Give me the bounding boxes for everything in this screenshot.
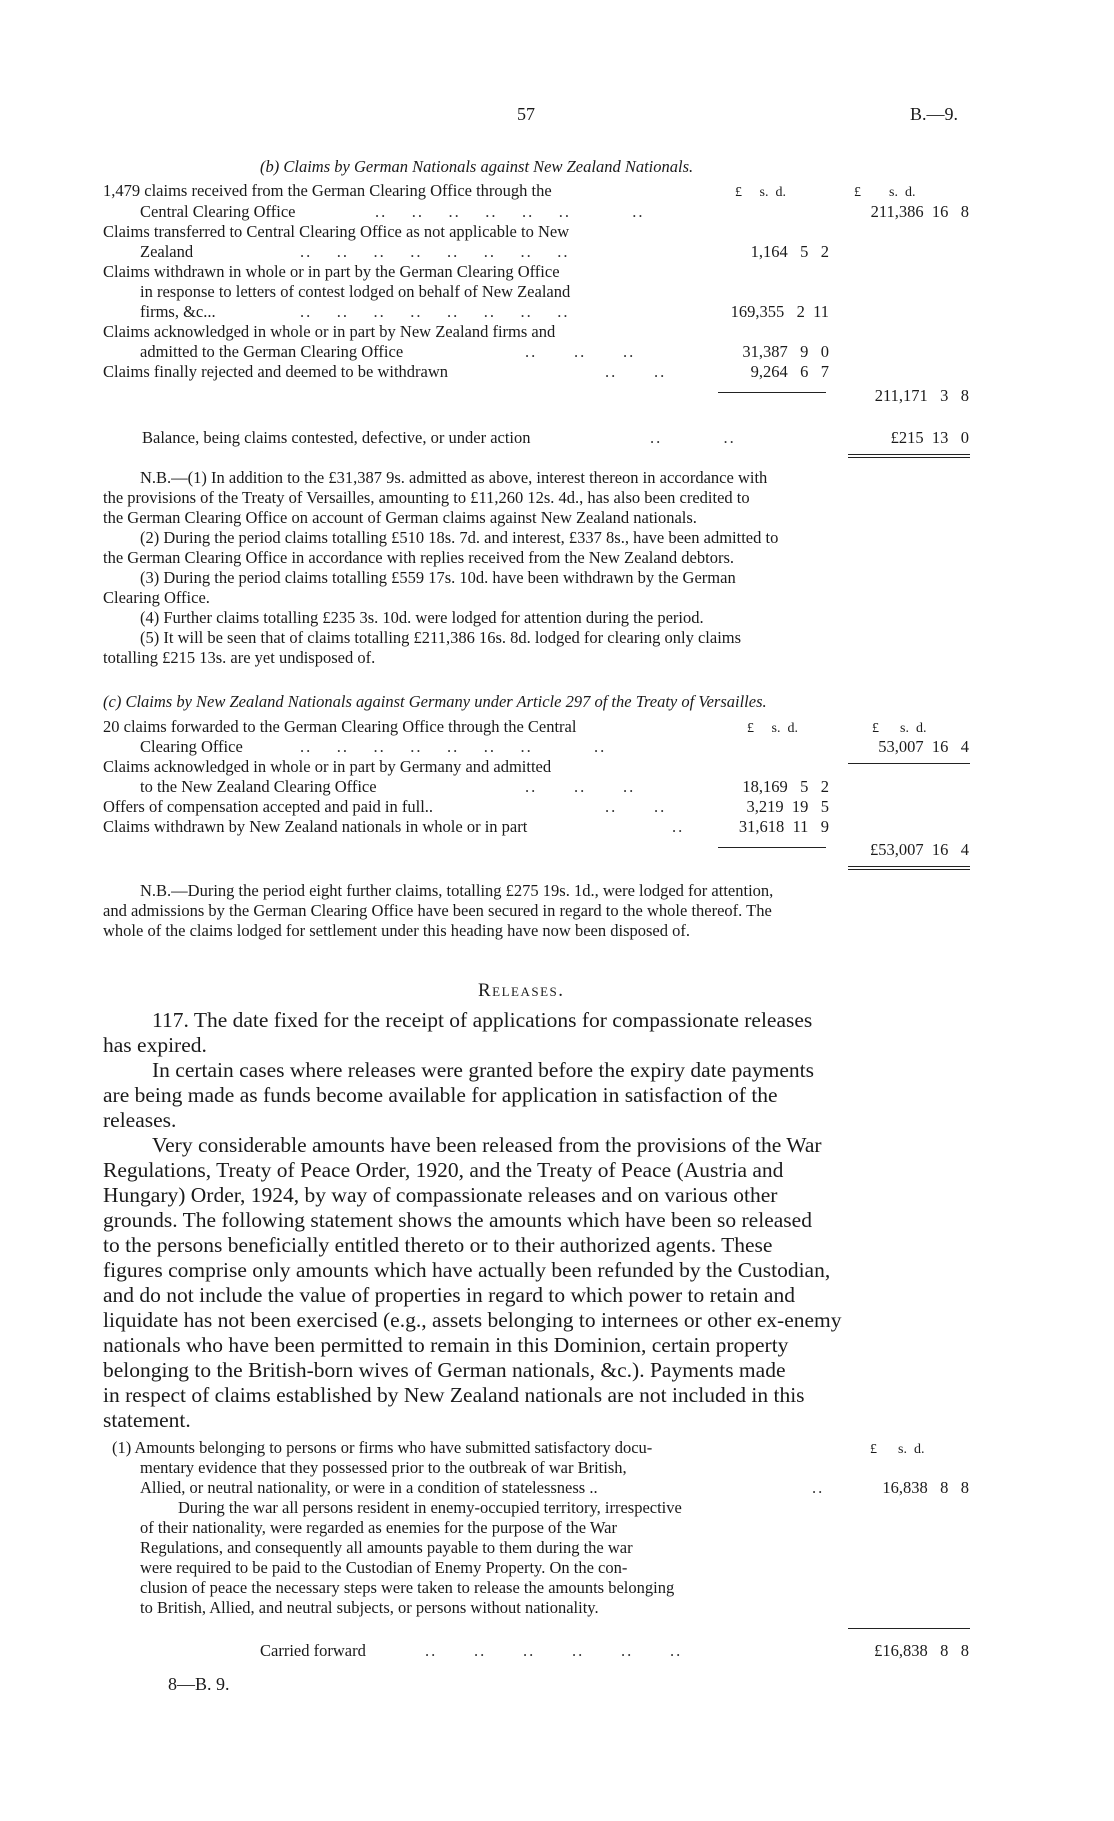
leader-dots: .. .. ..: [525, 342, 636, 361]
section-b-line: Zealand: [140, 242, 194, 261]
releases-para-line: 117. The date fixed for the receipt of applications for compassionate releases: [152, 1008, 813, 1032]
balance-double-rule: [848, 454, 970, 458]
item-1-explanation: clusion of peace the necessary steps were taken to release the amounts belonging: [140, 1578, 675, 1597]
item-1-explanation: to British, Allied, and neutral subjects, or persons without nationality.: [140, 1598, 599, 1617]
note-b-line: (2) During the period claims totalling £510 18s. 7d. and interest, £337 8s., have been admitted to: [140, 528, 779, 547]
carried-forward-label: Carried forward: [260, 1641, 366, 1660]
item-1-line: Allied, or neutral nationality, or were in a condition of statelessness ..: [140, 1478, 598, 1497]
leader-dots: .. .. .. .. .. .. .. ..: [300, 242, 570, 261]
amount-forwarded: 53,007 16 4: [878, 737, 969, 756]
releases-para-line: In certain cases where releases were granted before the expiry date payments: [152, 1058, 814, 1082]
releases-para-line: Regulations, Treaty of Peace Order, 1920, and the Treaty of Peace (Austria and: [103, 1158, 784, 1182]
releases-para-line: Hungary) Order, 1924, by way of compassionate releases and on various other: [103, 1183, 778, 1207]
note-b-line: Clearing Office.: [103, 588, 210, 607]
section-c-line: Claims acknowledged in whole or in part by Germany and admitted: [103, 757, 552, 776]
section-b-line: Central Clearing Office: [140, 202, 296, 221]
amount-acknowledged-c: 18,169 5 2: [742, 777, 829, 796]
note-b-line: (5) It will be seen that of claims totalling £211,386 16s. 8d. lodged for clearing only claims: [140, 628, 742, 647]
item-1-explanation: were required to be paid to the Custodian of Enemy Property. On the con-: [140, 1558, 628, 1577]
section-c-line: Clearing Office: [140, 737, 243, 756]
note-b-line: the German Clearing Office in accordance with replies received from the New Zealand debtors.: [103, 548, 735, 567]
section-b-line: Claims acknowledged in whole or in part by New Zealand firms and: [103, 322, 556, 341]
page-number: 57: [517, 104, 535, 124]
section-b-line: admitted to the German Clearing Office: [140, 342, 404, 361]
document-reference: B.—9.: [910, 104, 959, 124]
section-c-col-head-1: £ s. d.: [747, 721, 798, 736]
releases-para-line: releases.: [103, 1108, 177, 1132]
note-b-line: the German Clearing Office on account of German claims against New Zealand nationals.: [103, 508, 697, 527]
leader-dots: ..: [812, 1478, 825, 1497]
note-c-line: whole of the claims lodged for settlement under this heading have now been disposed of.: [103, 921, 690, 940]
releases-para-line: figures comprise only amounts which have actually been refunded by the Custodian,: [103, 1258, 831, 1282]
note-b-line: (3) During the period claims totalling £559 17s. 10d. have been withdrawn by the German: [140, 568, 736, 587]
leader-dots: .. ..: [605, 797, 667, 816]
sheet-signature-mark: 8—B. 9.: [168, 1674, 230, 1694]
section-b-line: Claims withdrawn in whole or in part by the German Clearing Office: [103, 262, 560, 281]
leader-dots: ..: [672, 817, 685, 836]
note-b-line: N.B.—(1) In addition to the £31,387 9s. admitted as above, interest thereon in accordance with: [140, 468, 768, 487]
section-b-col-head-2: £ s. d.: [854, 185, 916, 200]
item-1-explanation: of their nationality, were regarded as enemies for the purpose of the War: [140, 1518, 617, 1537]
releases-para-line: are being made as funds become available for application in satisfaction of the: [103, 1083, 778, 1107]
amount-withdrawn-c: 31,618 11 9: [738, 817, 829, 836]
leader-dots: .. ..: [605, 362, 667, 381]
section-c-line: 20 claims forwarded to the German Clearing Office through the Central: [103, 717, 577, 736]
carried-forward-rule: [848, 1628, 970, 1629]
leader-dots: .. .. .. .. .. .. .. ..: [300, 737, 607, 756]
releases-para-line: to the persons beneficially entitled thereto or to their authorized agents. These: [103, 1233, 773, 1257]
releases-para-line: and do not include the value of properties in regard to which power to retain and: [103, 1283, 795, 1307]
section-c-col-head-2: £ s. d.: [872, 721, 927, 736]
item-1-amount: 16,838 8 8: [882, 1478, 969, 1497]
releases-para-line: has expired.: [103, 1033, 207, 1057]
amount-rejected: 9,264 6 7: [750, 362, 829, 381]
amount-received: 211,386 16 8: [870, 202, 969, 221]
item-1-line: (1) Amounts belonging to persons or firms who have submitted satisfactory docu-: [112, 1438, 653, 1457]
releases-para-line: statement.: [103, 1408, 191, 1432]
releases-para-line: liquidate has not been exercised (e.g., assets belonging to internees or other ex-enemy: [103, 1308, 842, 1332]
section-b-title-text: (b) Claims by German Nationals against New Zealand Nationals.: [260, 157, 694, 176]
releases-para-line: nationals who have been permitted to remain in this Dominion, certain property: [103, 1333, 789, 1357]
note-b-line: totalling £215 13s. are yet undisposed of.: [103, 648, 376, 667]
leader-dots: .. .. ..: [525, 777, 636, 796]
section-c-line: to the New Zealand Clearing Office: [140, 777, 377, 796]
balance-label: Balance, being claims contested, defective, or under action: [142, 428, 531, 447]
leader-dots: .. .. .. .. .. .. .. ..: [300, 302, 570, 321]
amount-transferred: 1,164 5 2: [750, 242, 829, 261]
item-1-col-head: £ s. d.: [870, 1442, 925, 1457]
note-c-line: N.B.—During the period eight further claims, totalling £275 19s. 1d., were lodged for attention,: [140, 881, 774, 900]
amount-withdrawn: 169,355 2 11: [730, 302, 829, 321]
note-c-line: and admissions by the German Clearing Office have been secured in regard to the whole thereof. The: [103, 901, 772, 920]
leader-dots: .. .. .. .. .. ..: [425, 1641, 683, 1660]
releases-para-line: grounds. The following statement shows the amounts which have been so released: [103, 1208, 812, 1232]
section-c-line: Offers of compensation accepted and paid in full..: [103, 797, 434, 816]
section-c-title-text: (c) Claims by New Zealand Nationals against Germany under Article 297 of the Treaty of Versailles.: [103, 692, 767, 711]
section-b-line: in response to letters of contest lodged on behalf of New Zealand: [140, 282, 571, 301]
amount-offers: 3,219 19 5: [746, 797, 829, 816]
amount-acknowledged: 31,387 9 0: [742, 342, 829, 361]
total-c-rule: [718, 847, 826, 848]
releases-para-line: in respect of claims established by New Zealand nationals are not included in this: [103, 1383, 805, 1407]
section-b-title: [260, 157, 693, 177]
carried-forward-value: £16,838 8 8: [874, 1641, 969, 1660]
subtotal-rule: [718, 392, 826, 393]
total-c-value: £53,007 16 4: [870, 840, 969, 859]
releases-para-line: belonging to the British-born wives of German nationals, &c.). Payments made: [103, 1358, 786, 1382]
total-c-double-rule: [848, 866, 970, 870]
section-b-line: Claims finally rejected and deemed to be withdrawn: [103, 362, 449, 381]
item-1-line: mentary evidence that they possessed prior to the outbreak of war British,: [140, 1458, 627, 1477]
leader-dots: .. ..: [650, 428, 736, 447]
section-b-col-head-1: £ s. d.: [735, 185, 786, 200]
releases-heading: Releases.: [478, 980, 565, 1001]
section-b-line: firms, &c...: [140, 302, 216, 321]
note-b-line: (4) Further claims totalling £235 3s. 10d. were lodged for attention during the period.: [140, 608, 704, 627]
section-b-line: Claims transferred to Central Clearing Office as not applicable to New: [103, 222, 570, 241]
item-1-explanation: Regulations, and consequently all amounts payable to them during the war: [140, 1538, 633, 1557]
note-b-line: the provisions of the Treaty of Versailles, amounting to £11,260 12s. 4d., has also been credited to: [103, 488, 750, 507]
releases-para-line: Very considerable amounts have been released from the provisions of the War: [152, 1133, 822, 1157]
forwarded-rule: [848, 763, 970, 764]
balance-value: £215 13 0: [890, 428, 969, 447]
subtotal-value: 211,171 3 8: [874, 386, 969, 405]
section-b-line: 1,479 claims received from the German Clearing Office through the: [103, 181, 552, 200]
section-c-title: [103, 692, 767, 712]
leader-dots: .. .. .. .. .. .. ..: [375, 202, 645, 221]
section-c-line: Claims withdrawn by New Zealand nationals in whole or in part: [103, 817, 528, 836]
item-1-explanation: During the war all persons resident in enemy-occupied territory, irrespective: [178, 1498, 682, 1517]
